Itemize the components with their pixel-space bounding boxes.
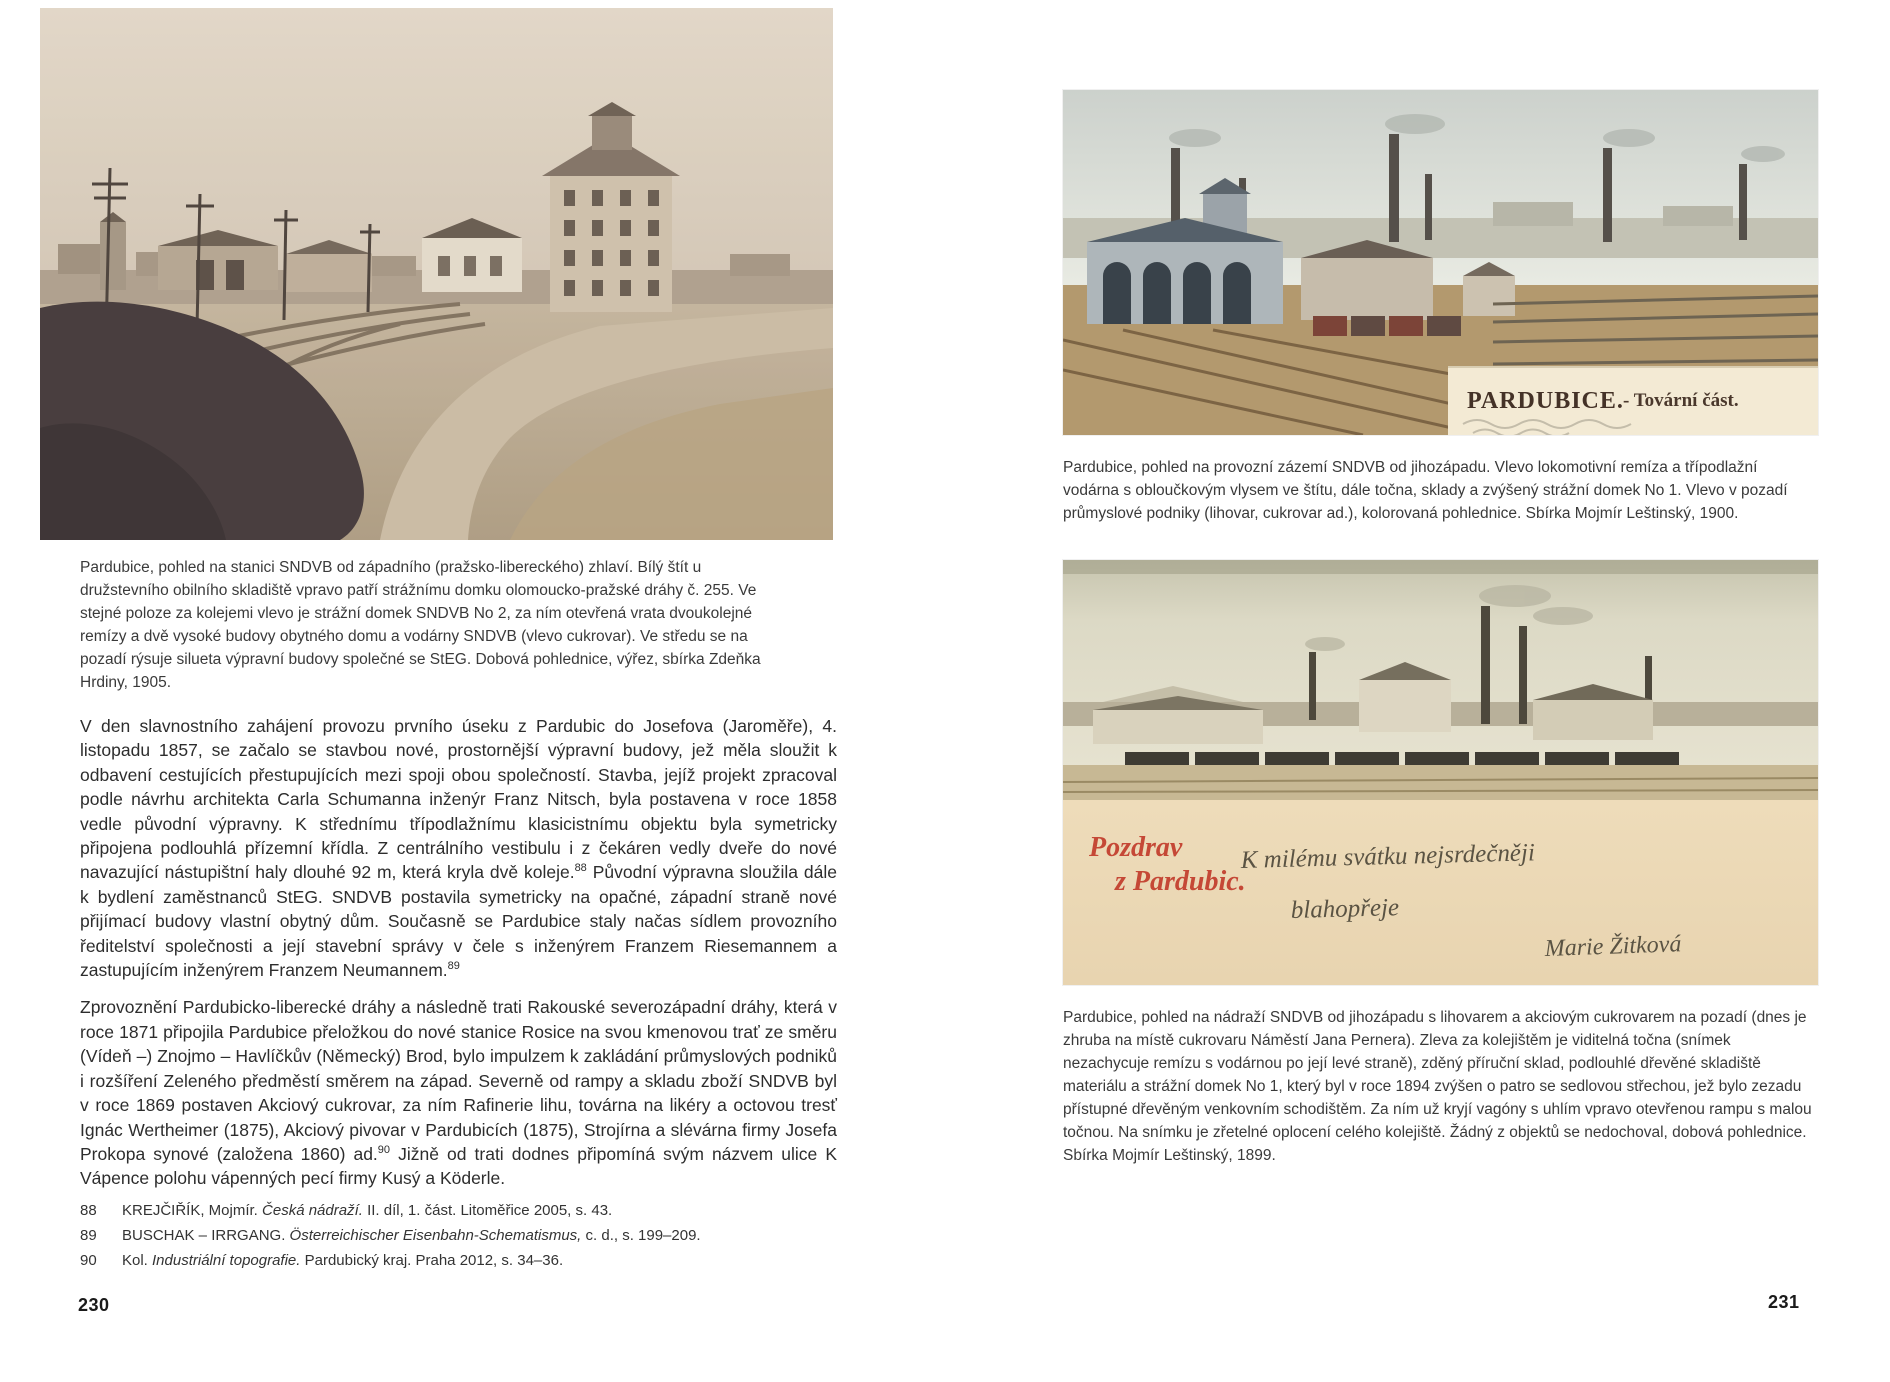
paragraph-text: Zprovoznění Pardubicko-liberecké dráhy a následně trati Rakouské severozápadní dráhy, která v roce 1871 připojila Pardubice přeložkou do nové stanice Rosice na svou kmenovou trať ze směru (Vídeň –) Znojmo – Havlíčkův (Německý) Brod, bylo impulzem k zakládání průmyslových podniků i rozšíření Zeleného předměstí směrem na západ. Severně od rampy a skladu zboží SNDVB byl v roce 1869 postaven Akciový cukrovar, za ním Rafinerie lihu, továrna na likéry a octovou tresť Ignác Wertheimer (1875), Akciový pivovar v Pardubicích (1875), Strojírna a slévárna firmy Josefa Prokopa synové (založena 1860) ad. xyxy=(80,997,837,1164)
footnote-number: 90 xyxy=(80,1252,97,1269)
label-title: PARDUBICE. xyxy=(1467,388,1624,414)
footnote-number: 88 xyxy=(80,1202,97,1219)
footnote-text: Kol. Industriální topografie. Pardubický kraj. Praha 2012, s. 34–36. xyxy=(122,1252,564,1269)
footnote-title: Česká nádraží. xyxy=(262,1202,363,1219)
station-photo-illustration xyxy=(40,8,833,540)
paragraph-text: V den slavnostního zahájení provozu prvního úseku z Pardubic do Josefova (Jaroměře), 4. listopadu 1857, se začalo se stavbou nové, prostornější výpravní budovy, jež měla sloužit k odbavení cestujících přestupujících mezi spoji obou společností. Stavba, jejíž projekt zpracoval podle návrhu architekta Carla Schumanna inženýr Franz Nitsch, byla postavena v roce 1858 vedle původní výpravny. K střednímu třípodlažnímu klasicistnímu objektu byla symetricky připojena podlouhlá přízemní křídla. Z centrálního vestibulu i z čekáren vedly dveře do nové navazující nástupištní haly dlouhé 92 m, která kryla dvě koleje. xyxy=(80,716,837,883)
body-text xyxy=(80,714,837,1204)
paragraph-text: Jižně od trati dodnes připomíná svým názvem ulice K Vápence polohu vápenných pecí firmy Kusý a Köderle. xyxy=(80,1143,837,1189)
footnote-row xyxy=(80,1248,800,1273)
postcard-top xyxy=(1063,90,1818,435)
handwriting-signature: Marie Žitková xyxy=(1544,931,1682,962)
paragraph-text: Původní výpravna sloužila dále k bydlení zaměstnanců StEG. SNDVB postavila symetricky na opačné, západní straně nové přijímací budovy vlastní obytný dům. Současně se Pardubice staly načas sídlem provozního ředitelství společnosti a její stavební správy v čele s inženýrem Franzem Riesemannem a zastupujícím inženýrem Franzem Neumannem. xyxy=(80,862,837,981)
label-subtitle: - Tovární část. xyxy=(1623,390,1739,411)
caption-postcard-bottom: Pardubice, pohled na nádraží SNDVB od jihozápadu s lihovarem a akciovým cukrovarem na pozadí (dnes je zhruba na místě cukrovaru Náměstí Jana Pernera). Zleva za kolejištěm je viditelná točna (snímek nezachycuje remízu s vodárnou po její levé straně), zděný příruční sklad, podlouhlé dřevěné skladiště materiálu a strážní domek No 1, který byl v roce 1894 zvýšen o patro se sedlovou střechou, jež bylo zezadu přístupné dřevěným venkovním schodištěm. Za ním už kryjí vagóny s uhlím vpravo otevřenou rampu s malou točnou. Na snímku je zřetelné oplocení celého kolejiště. Žádný z objektů se nedochoval, dobová pohlednice. Sbírka Mojmír Leštinský, 1899. xyxy=(1063,1009,1812,1164)
postcard-bottom-illustration xyxy=(1063,560,1818,985)
body-paragraph-1 xyxy=(80,714,837,982)
footnote-text: BUSCHAK – IRRGANG. Österreichischer Eisenbahn-Schematismus, c. d., s. 199–209. xyxy=(122,1227,701,1244)
greeting-line-2: z Pardubic. xyxy=(1115,866,1246,897)
footnote-row xyxy=(80,1223,800,1248)
footnote-title: Österreichischer Eisenbahn-Schematismus, xyxy=(289,1227,582,1244)
footnote-number: 89 xyxy=(80,1227,97,1244)
postcard-bottom xyxy=(1063,560,1818,985)
postcard-top-illustration xyxy=(1063,90,1818,435)
handwriting-line-2: blahopřeje xyxy=(1290,894,1400,924)
page-number-left: 230 xyxy=(78,1295,110,1315)
photo-caption-left: Pardubice, pohled na stanici SNDVB od západního (pražsko-libereckého) zhlaví. Bílý štít u družstevního obilního skladiště vpravo patří strážnímu domku olomoucko-pražské dráhy č. 255. Ve stejné poloze za kolejemi vlevo je strážní domek SNDVB No 2, za ním otevřená vrata dvoukolejné remízy a dvě vysoké budovy obytného domu a vodárny SNDVB (vlevo cukrovar). Ve středu se na pozadí rýsuje silueta výpravní budovy společné se StEG. Dobová pohlednice, výřez, sbírka Zdeňka Hrdiny, 1905. xyxy=(80,559,761,691)
greeting-line-1: Pozdrav xyxy=(1089,832,1183,863)
caption-postcard-top: Pardubice, pohled na provozní zázemí SNDVB od jihozápadu. Vlevo lokomotivní remíza a třípodlažní vodárna s obloučkovým vlysem ve štítu, dále točna, sklady a zvýšený strážní domek No 1. Vlevo v pozadí průmyslové podniky (lihovar, cukrovar ad.), kolorovaná pohlednice. Sbírka Mojmír Leštinský, 1900. xyxy=(1063,459,1788,522)
footnote-title: Industriální topografie. xyxy=(152,1252,301,1269)
footnote-ref-89: 89 xyxy=(447,960,460,973)
postcard-label xyxy=(1448,366,1818,435)
page-number-right: 231 xyxy=(1768,1292,1800,1312)
footnote-ref-90: 90 xyxy=(377,1144,391,1157)
footnote-text: KREJČIŘÍK, Mojmír. Česká nádraží. II. díl, 1. část. Litoměřice 2005, s. 43. xyxy=(122,1202,613,1219)
footnote-ref-88: 88 xyxy=(574,862,587,875)
field xyxy=(1063,765,1818,800)
body-paragraph-2 xyxy=(80,995,837,1190)
footnotes xyxy=(80,1198,800,1273)
handwriting-line-1: K milému svátku nejsrdečněji xyxy=(1240,839,1536,874)
footnote-row xyxy=(80,1198,800,1223)
station-photo xyxy=(40,8,833,540)
